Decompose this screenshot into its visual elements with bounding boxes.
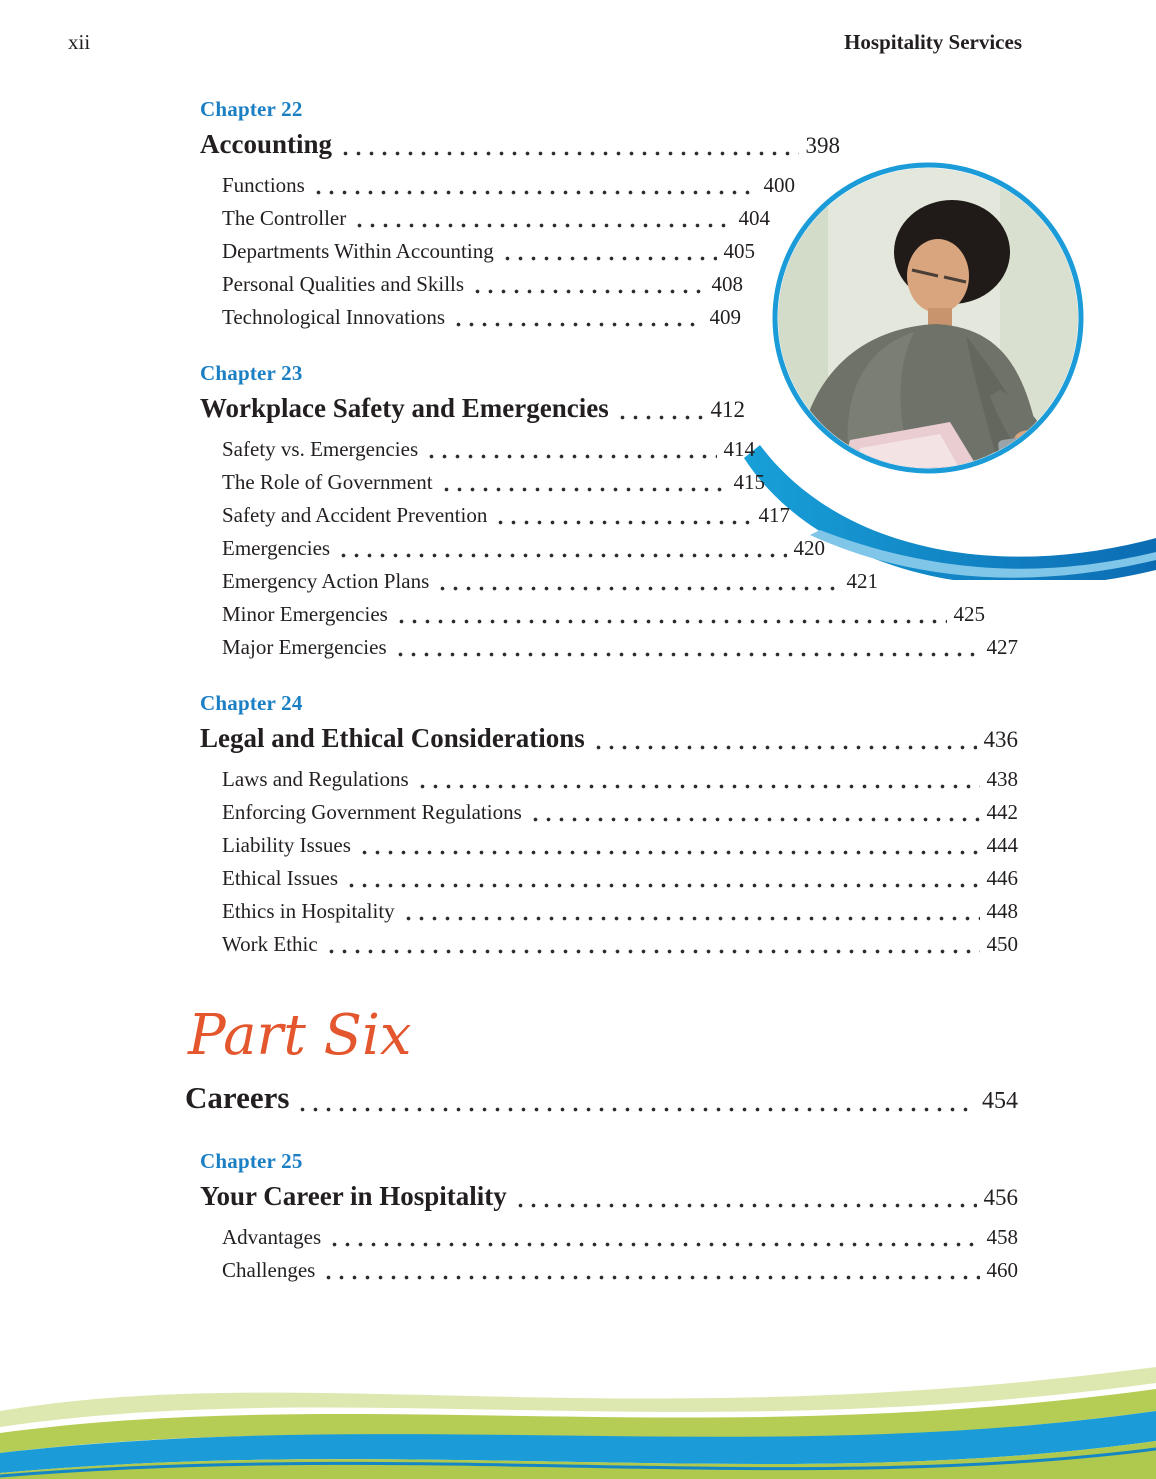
- page-number: 409: [709, 305, 741, 329]
- page-number: 408: [711, 272, 743, 296]
- page-number: 404: [738, 206, 770, 230]
- toc-entry-label: Ethics in Hospitality: [222, 899, 395, 923]
- toc-entry-chapter-title: [200, 125, 840, 165]
- toc-entry-label: Advantages: [222, 1225, 322, 1249]
- dot-leader: [436, 586, 839, 591]
- page-number: 412: [710, 397, 745, 422]
- dot-leader: [402, 916, 980, 921]
- dot-leader: [592, 745, 977, 750]
- toc-entry: [222, 796, 1018, 829]
- toc-entry-label: Liability Issues: [222, 833, 351, 857]
- dot-leader: [501, 256, 717, 261]
- toc-entry: [222, 499, 790, 532]
- toc-entry: [222, 202, 770, 235]
- page-number: 444: [986, 833, 1018, 857]
- chapter-25-block: [185, 1149, 1018, 1287]
- dot-leader: [616, 415, 704, 420]
- part-six-block: [185, 1005, 1018, 1122]
- page-folio: xii: [68, 30, 91, 54]
- toc-entry: [222, 598, 985, 631]
- page-number: 400: [763, 173, 795, 197]
- page-number: 415: [733, 470, 765, 494]
- toc-entry: [222, 895, 1018, 928]
- toc-entry: [222, 169, 795, 202]
- toc-entry-label: Safety vs. Emergencies: [222, 437, 419, 461]
- toc-entry-label: Safety and Accident Prevention: [222, 503, 488, 527]
- toc-entry: [222, 532, 825, 565]
- dot-leader: [296, 1107, 975, 1112]
- toc-entry: [222, 829, 1018, 862]
- chapter-title: Your Career in Hospitality: [200, 1181, 507, 1211]
- dot-leader: [325, 949, 980, 954]
- page-number: 450: [986, 932, 1018, 956]
- chapter-label: Chapter 23: [200, 361, 303, 385]
- chapter-items: [222, 169, 1018, 334]
- page-number: 405: [723, 239, 755, 263]
- page-header: [0, 0, 1156, 55]
- chapter-22-block: [185, 97, 1018, 334]
- page-number: 421: [846, 569, 878, 593]
- running-head: Hospitality Services: [844, 30, 1022, 54]
- page-number: 454: [982, 1088, 1018, 1114]
- page-number: 420: [793, 536, 825, 560]
- toc-entry: [222, 631, 1018, 664]
- toc-entry-label: Departments Within Accounting: [222, 239, 494, 263]
- part-name: Part Six: [188, 1003, 412, 1068]
- toc-entry-part-title: [185, 1077, 1018, 1122]
- page-number: 446: [986, 866, 1018, 890]
- toc-entry-chapter-title: [200, 389, 745, 429]
- chapter-items: [222, 433, 1018, 664]
- toc-entry-label: Minor Emergencies: [222, 602, 388, 626]
- dot-leader: [337, 553, 786, 558]
- dot-leader: [529, 817, 980, 822]
- chapter-label: Chapter 22: [200, 97, 303, 121]
- toc-entry-label: Functions: [222, 173, 305, 197]
- page-number: 414: [723, 437, 755, 461]
- toc-entry: [222, 235, 755, 268]
- toc-entry-label: Emergencies: [222, 536, 331, 560]
- toc-entry-chapter-title: [200, 719, 1018, 759]
- page-number: 436: [983, 727, 1018, 752]
- toc-entry-label: Challenges: [222, 1258, 316, 1282]
- dot-leader: [440, 487, 727, 492]
- toc-entry: [222, 433, 755, 466]
- toc-entry: [222, 565, 878, 598]
- chapter-label: Chapter 24: [200, 691, 303, 715]
- toc-entry-label: Personal Qualities and Skills: [222, 272, 465, 296]
- toc-entry: [222, 466, 765, 499]
- page-number: 427: [986, 635, 1018, 659]
- toc-entry-label: The Role of Government: [222, 470, 433, 494]
- toc-entry: [222, 763, 1018, 796]
- toc-entry-label: Emergency Action Plans: [222, 569, 430, 593]
- toc-entry-label: Work Ethic: [222, 932, 318, 956]
- toc-entry: [222, 1221, 1018, 1254]
- part-title: Careers: [185, 1080, 290, 1115]
- page-number: 438: [986, 767, 1018, 791]
- footer-wave-decoration: [0, 1349, 1156, 1479]
- toc-entry-label: Ethical Issues: [222, 866, 339, 890]
- dot-leader: [452, 322, 702, 327]
- toc-entry-label: Laws and Regulations: [222, 767, 409, 791]
- toc-entry: [222, 928, 1018, 961]
- dot-leader: [514, 1203, 977, 1208]
- chapter-title: Accounting: [200, 129, 333, 159]
- dot-leader: [353, 223, 731, 228]
- dot-leader: [394, 652, 980, 657]
- dot-leader: [345, 883, 979, 888]
- dot-leader: [312, 190, 757, 195]
- chapter-items: [222, 1221, 1018, 1287]
- dot-leader: [322, 1275, 979, 1280]
- toc-entry-chapter-title: [200, 1177, 1018, 1217]
- toc-entry: [222, 1254, 1018, 1287]
- dot-leader: [425, 454, 716, 459]
- page-number: 458: [986, 1225, 1018, 1249]
- page-number: 442: [986, 800, 1018, 824]
- dot-leader: [328, 1242, 979, 1247]
- dot-leader: [471, 289, 704, 294]
- chapter-items: [222, 763, 1018, 961]
- page-number: 425: [953, 602, 985, 626]
- chapter-23-block: [185, 361, 1018, 664]
- toc-entry: [222, 862, 1018, 895]
- toc-entry-label: The Controller: [222, 206, 347, 230]
- dot-leader: [494, 520, 751, 525]
- page-number: 460: [986, 1258, 1018, 1282]
- chapter-24-block: [185, 691, 1018, 961]
- toc-entry-label: Technological Innovations: [222, 305, 446, 329]
- toc-entry-label: Major Emergencies: [222, 635, 387, 659]
- page-number: 456: [983, 1185, 1018, 1210]
- page-number: 398: [805, 133, 840, 158]
- chapter-title: Workplace Safety and Emergencies: [200, 393, 609, 423]
- table-of-contents: [185, 97, 1018, 1287]
- toc-entry-label: Enforcing Government Regulations: [222, 800, 522, 824]
- toc-entry: [222, 301, 741, 334]
- dot-leader: [416, 784, 980, 789]
- page-number: 448: [986, 899, 1018, 923]
- toc-entry: [222, 268, 743, 301]
- dot-leader: [358, 850, 980, 855]
- dot-leader: [339, 151, 798, 156]
- page-number: 417: [758, 503, 790, 527]
- chapter-label: Chapter 25: [200, 1149, 303, 1173]
- chapter-title: Legal and Ethical Considerations: [200, 723, 585, 753]
- dot-leader: [395, 619, 947, 624]
